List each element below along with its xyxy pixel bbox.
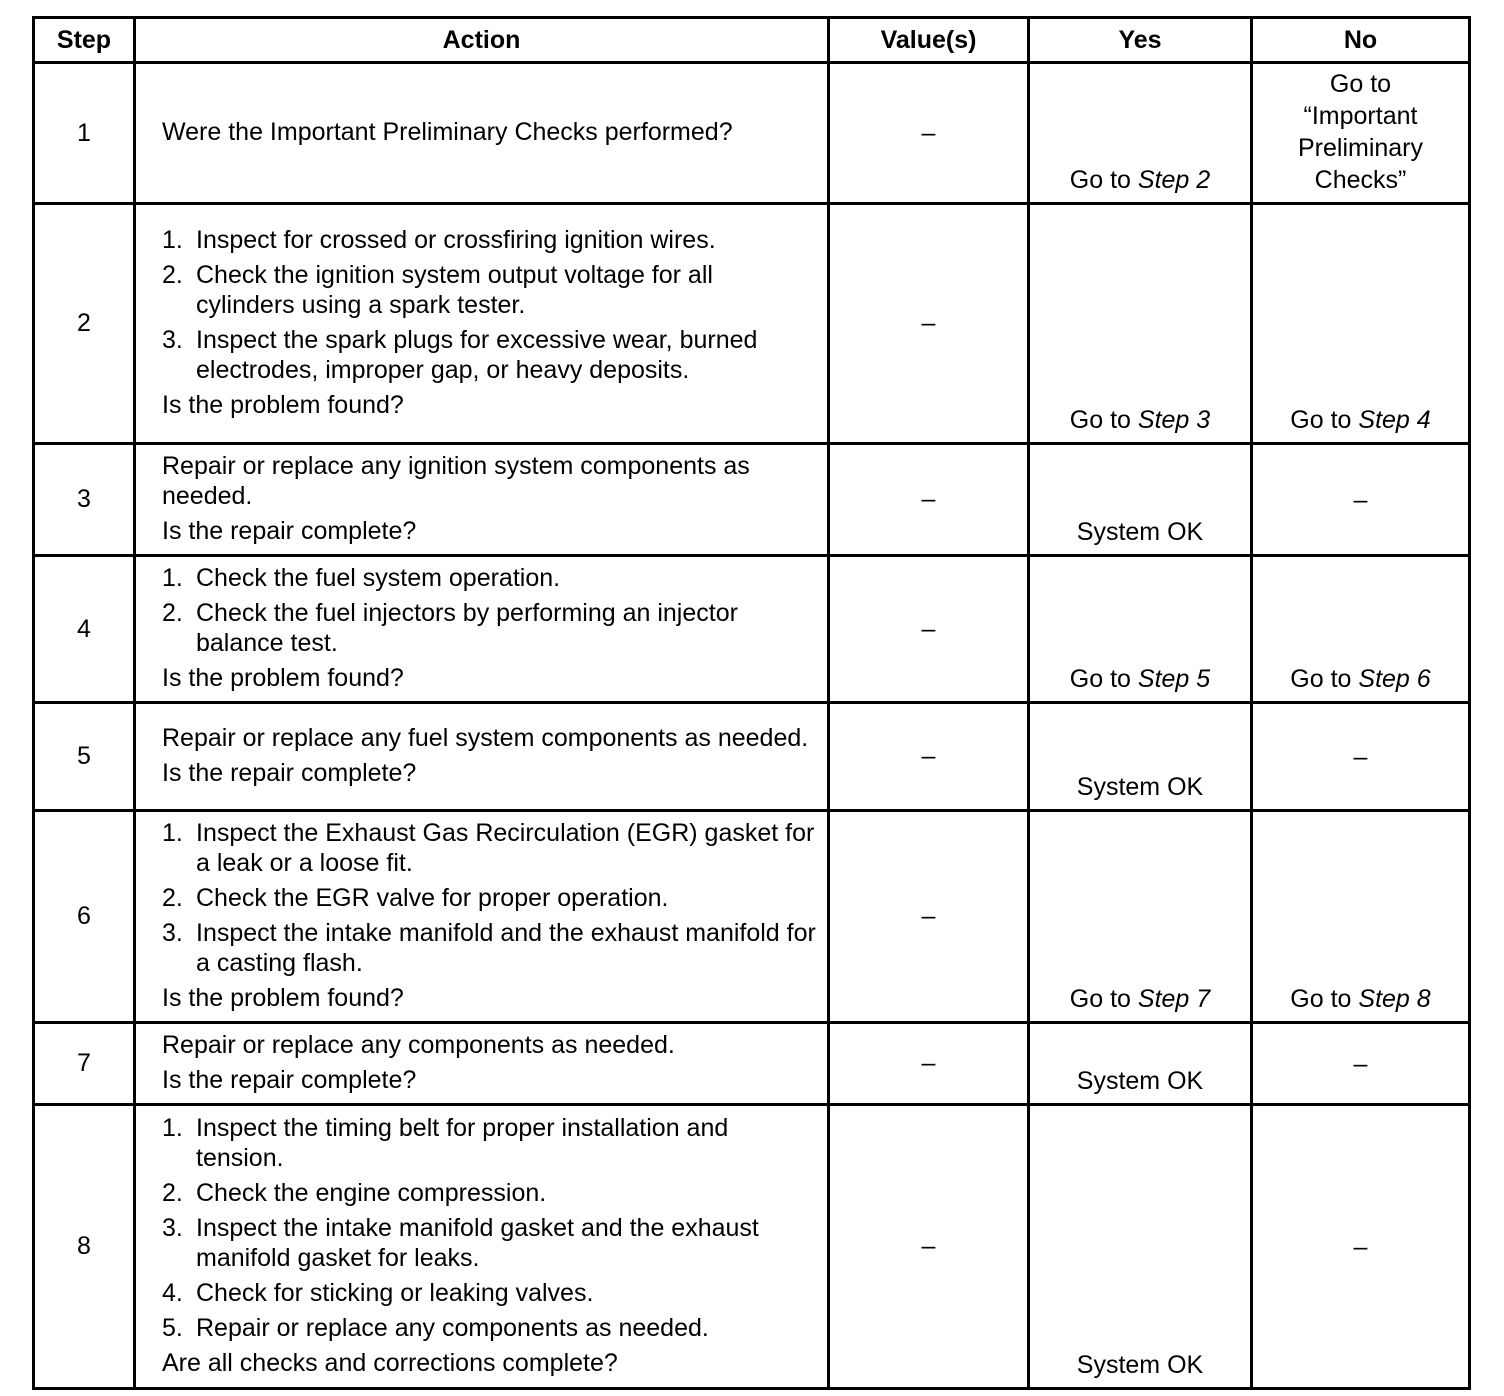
value-cell: – bbox=[829, 1023, 1029, 1105]
yes-cell bbox=[1029, 811, 1252, 1023]
list-item-text: Check the fuel system operation. bbox=[196, 564, 561, 592]
yes-result-text: System OK bbox=[1076, 518, 1204, 546]
value-cell: – bbox=[829, 811, 1029, 1023]
no-cell bbox=[1252, 1023, 1470, 1105]
value-cell: – bbox=[829, 703, 1029, 811]
action-list-item bbox=[162, 563, 817, 593]
value-cell: – bbox=[829, 556, 1029, 703]
yes-cell bbox=[1029, 556, 1252, 703]
no-result-text: – bbox=[1353, 1232, 1368, 1261]
action-list-item bbox=[162, 260, 817, 320]
step-number: 1 bbox=[34, 63, 135, 204]
table-row bbox=[34, 1105, 1470, 1389]
action-cell bbox=[135, 204, 829, 444]
list-item-text: Check the ignition system output voltage for all cylinders using a spark tester. bbox=[196, 261, 713, 319]
step-number: 6 bbox=[34, 811, 135, 1023]
header-row bbox=[34, 18, 1470, 63]
list-item-text: Check the EGR valve for proper operation. bbox=[196, 884, 669, 912]
action-text: Repair or replace any ignition system components as needed. bbox=[162, 452, 750, 510]
action-question: Is the repair complete? bbox=[162, 517, 417, 545]
step-number: 5 bbox=[34, 703, 135, 811]
action-question: Is the problem found? bbox=[162, 391, 404, 419]
action-question: Is the problem found? bbox=[162, 984, 404, 1012]
yes-cell bbox=[1029, 204, 1252, 444]
list-item-text: Check the fuel injectors by performing an injector balance test. bbox=[196, 599, 738, 657]
yes-step-link[interactable]: Step 7 bbox=[1137, 985, 1211, 1013]
list-item-number: 3. bbox=[162, 919, 183, 947]
no-step-link[interactable]: Step 4 bbox=[1358, 406, 1431, 434]
action-list-item bbox=[162, 225, 817, 255]
table-body bbox=[34, 63, 1470, 1389]
no-cell bbox=[1252, 556, 1470, 703]
no-goto-label: Go to bbox=[1290, 665, 1352, 693]
list-item-number: 1. bbox=[162, 226, 183, 254]
diagnostic-table bbox=[32, 16, 1471, 1390]
no-cell bbox=[1252, 444, 1470, 556]
action-list-item bbox=[162, 818, 817, 878]
list-item-number: 3. bbox=[162, 1214, 183, 1242]
action-cell bbox=[135, 703, 829, 811]
table-row bbox=[34, 444, 1470, 556]
action-question: Were the Important Preliminary Checks performed? bbox=[162, 118, 733, 146]
list-item-number: 2. bbox=[162, 599, 183, 627]
action-list-item bbox=[162, 1313, 817, 1343]
action-cell bbox=[135, 556, 829, 703]
list-item-text: Inspect the intake manifold gasket and the exhaust manifold gasket for leaks. bbox=[196, 1214, 759, 1272]
value-cell: – bbox=[829, 63, 1029, 204]
action-list-item bbox=[162, 1113, 817, 1173]
yes-cell bbox=[1029, 1105, 1252, 1389]
value-cell: – bbox=[829, 444, 1029, 556]
table-row bbox=[34, 811, 1470, 1023]
list-item-number: 1. bbox=[162, 1114, 183, 1142]
action-cell bbox=[135, 444, 829, 556]
no-goto-label: Go to bbox=[1290, 985, 1352, 1013]
table-row bbox=[34, 204, 1470, 444]
list-item-number: 1. bbox=[162, 564, 183, 592]
yes-goto-label: Go to bbox=[1069, 665, 1131, 693]
yes-result-text: System OK bbox=[1076, 1351, 1204, 1379]
action-list-item bbox=[162, 598, 817, 658]
yes-step-link[interactable]: Step 2 bbox=[1137, 166, 1211, 194]
action-question: Is the repair complete? bbox=[162, 1066, 417, 1094]
yes-cell bbox=[1029, 444, 1252, 556]
list-item-text: Inspect the timing belt for proper installation and tension. bbox=[196, 1114, 729, 1172]
list-item-number: 4. bbox=[162, 1279, 183, 1307]
no-cell bbox=[1252, 1105, 1470, 1389]
action-text: Repair or replace any fuel system components as needed. bbox=[162, 724, 809, 752]
header-values: Value(s) bbox=[829, 18, 1029, 63]
step-number: 3 bbox=[34, 444, 135, 556]
table-row bbox=[34, 703, 1470, 811]
no-result-text: Go to “Important Preliminary Checks” bbox=[1297, 70, 1424, 194]
yes-goto-label: Go to bbox=[1069, 166, 1131, 194]
value-cell: – bbox=[829, 204, 1029, 444]
step-number: 8 bbox=[34, 1105, 135, 1389]
yes-result-text: System OK bbox=[1076, 1067, 1204, 1095]
no-cell bbox=[1252, 204, 1470, 444]
no-result-text: – bbox=[1353, 485, 1368, 514]
yes-cell bbox=[1029, 703, 1252, 811]
list-item-number: 1. bbox=[162, 819, 183, 847]
table-row bbox=[34, 63, 1470, 204]
no-goto-label: Go to bbox=[1290, 406, 1352, 434]
yes-goto-label: Go to bbox=[1069, 985, 1131, 1013]
table-row bbox=[34, 1023, 1470, 1105]
list-item-number: 2. bbox=[162, 884, 183, 912]
action-cell bbox=[135, 811, 829, 1023]
no-cell bbox=[1252, 703, 1470, 811]
action-cell bbox=[135, 63, 829, 204]
yes-step-link[interactable]: Step 5 bbox=[1137, 665, 1211, 693]
header-no: No bbox=[1252, 18, 1470, 63]
action-cell bbox=[135, 1105, 829, 1389]
action-question: Is the repair complete? bbox=[162, 759, 417, 787]
header-step: Step bbox=[34, 18, 135, 63]
step-number: 4 bbox=[34, 556, 135, 703]
action-list-item bbox=[162, 1178, 817, 1208]
yes-result-text: System OK bbox=[1076, 773, 1204, 801]
action-list-item bbox=[162, 883, 817, 913]
list-item-text: Inspect the Exhaust Gas Recirculation (EGR) gasket for a leak or a loose fit. bbox=[196, 819, 815, 877]
list-item-number: 2. bbox=[162, 1179, 183, 1207]
no-cell bbox=[1252, 811, 1470, 1023]
list-item-text: Inspect the intake manifold and the exhaust manifold for a casting flash. bbox=[196, 919, 816, 977]
no-result-text: – bbox=[1353, 742, 1368, 771]
step-number: 2 bbox=[34, 204, 135, 444]
action-list-item bbox=[162, 1213, 817, 1273]
action-text: Repair or replace any components as needed. bbox=[162, 1031, 675, 1059]
table-row bbox=[34, 556, 1470, 703]
step-number: 7 bbox=[34, 1023, 135, 1105]
list-item-text: Check the engine compression. bbox=[196, 1179, 547, 1207]
action-question: Is the problem found? bbox=[162, 664, 404, 692]
list-item-text: Repair or replace any components as needed. bbox=[196, 1314, 709, 1342]
no-cell bbox=[1252, 63, 1470, 204]
no-step-link[interactable]: Step 6 bbox=[1358, 665, 1431, 693]
action-question: Are all checks and corrections complete? bbox=[162, 1349, 618, 1377]
yes-cell bbox=[1029, 1023, 1252, 1105]
list-item-text: Inspect for crossed or crossfiring ignition wires. bbox=[196, 226, 716, 254]
no-step-link[interactable]: Step 8 bbox=[1358, 985, 1431, 1013]
yes-goto-label: Go to bbox=[1069, 406, 1131, 434]
yes-step-link[interactable]: Step 3 bbox=[1137, 406, 1211, 434]
action-list-item bbox=[162, 1278, 817, 1308]
yes-cell bbox=[1029, 63, 1252, 204]
list-item-number: 3. bbox=[162, 326, 183, 354]
action-list-item bbox=[162, 918, 817, 978]
list-item-number: 5. bbox=[162, 1314, 183, 1342]
action-cell bbox=[135, 1023, 829, 1105]
header-yes: Yes bbox=[1029, 18, 1252, 63]
value-cell: – bbox=[829, 1105, 1029, 1389]
list-item-text: Check for sticking or leaking valves. bbox=[196, 1279, 594, 1307]
list-item-text: Inspect the spark plugs for excessive wear, burned electrodes, improper gap, or heavy deposits. bbox=[196, 326, 758, 384]
action-list-item bbox=[162, 325, 817, 385]
no-result-text: – bbox=[1353, 1049, 1368, 1078]
header-action: Action bbox=[135, 18, 829, 63]
list-item-number: 2. bbox=[162, 261, 183, 289]
